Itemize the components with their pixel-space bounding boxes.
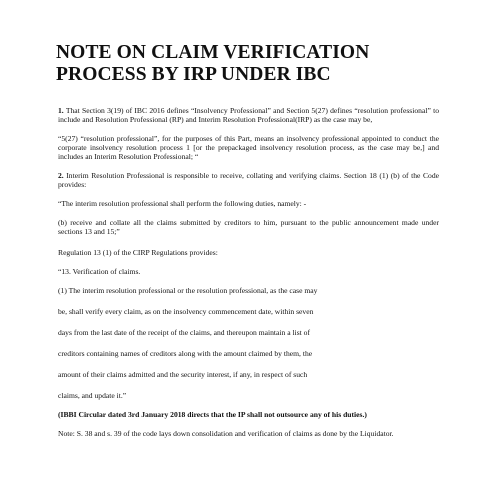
document-title	[56, 42, 456, 86]
paragraph-duties-intro: “The interim resolution professional shall perform the following duties, namely: -	[58, 199, 307, 208]
paragraph-2	[58, 171, 439, 189]
paragraph-2-number: 2.	[58, 171, 64, 180]
regulation-line: be, shall verify every claim, as on the insolvency commencement date, within seven	[58, 307, 314, 316]
paragraph-1	[58, 106, 439, 124]
regulation-line: claims, and update it.”	[58, 391, 127, 400]
document-body	[58, 106, 439, 438]
regulation-13-text	[58, 286, 439, 400]
paragraph-regulation-intro: Regulation 13 (1) of the CIRP Regulations provides:	[58, 248, 218, 257]
paragraph-1-text: That Section 3(19) of IBC 2016 defines “Insolvency Professional” and Section 5(27) defines “resolution professional” to include and Resolution Professional (RP) and Interim Resolution Professional(IRP) as the case may be,	[58, 106, 439, 124]
title-line-2: PROCESS BY IRP UNDER IBC	[56, 64, 331, 85]
paragraph-verification-heading: “13. Verification of claims.	[58, 267, 141, 276]
title-line-1: NOTE ON CLAIM VERIFICATION	[56, 42, 370, 63]
regulation-line: creditors containing names of creditors along with the amount claimed by them, the	[58, 349, 313, 358]
paragraph-1-number: 1.	[58, 106, 64, 115]
regulation-line: amount of their claims admitted and the security interest, if any, in respect of such	[58, 370, 308, 379]
liquidator-note: Note: S. 38 and s. 39 of the code lays down consolidation and verification of claims as done by the Liquidator.	[58, 429, 394, 438]
ibbi-circular-note: (IBBI Circular dated 3rd January 2018 directs that the IP shall not outsource any of his duties.)	[58, 410, 367, 419]
paragraph-duty-b: (b) receive and collate all the claims submitted by creditors to him, pursuant to the public announcement made under sections 13 and 15;”	[58, 218, 439, 236]
paragraph-definition-quote: “5(27) “resolution professional”, for the purposes of this Part, means an insolvency professional appointed to conduct the corporate insolvency resolution process 1 [or the prepackaged insolvency resolution process, as the case may be,] and includes an Interim Resolution Professional; “	[58, 134, 439, 161]
paragraph-2-text: Interim Resolution Professional is responsible to receive, collating and verifying claims. Section 18 (1) (b) of the Code provides:	[58, 171, 439, 189]
regulation-line: days from the last date of the receipt of the claims, and thereupon maintain a list of	[58, 328, 310, 337]
regulation-line: (1) The interim resolution professional or the resolution professional, as the case may	[58, 286, 318, 295]
